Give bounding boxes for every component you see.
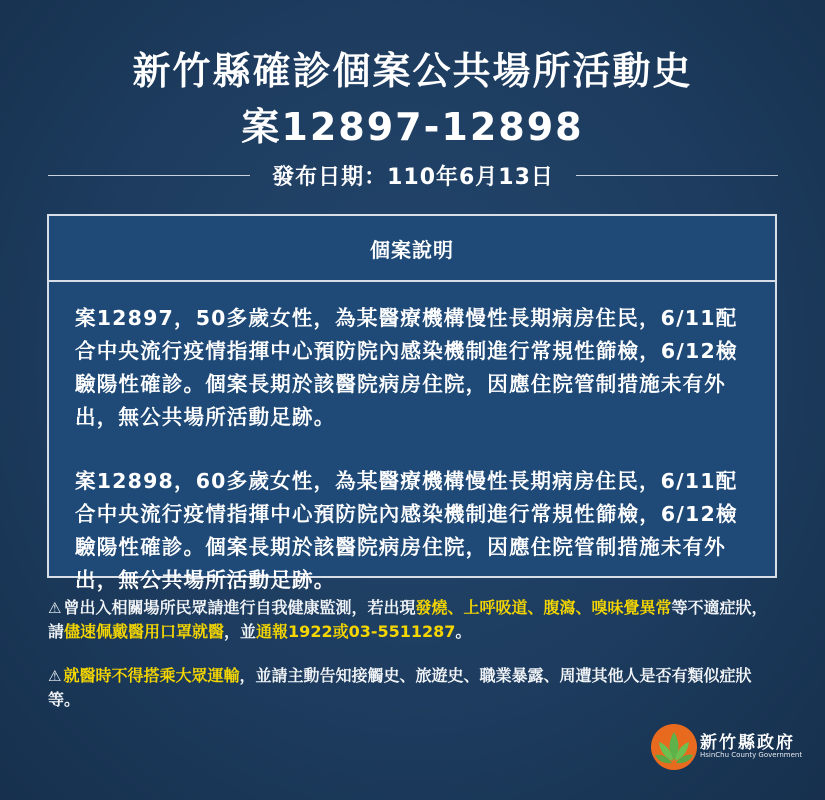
- note1-text-g: 。: [455, 622, 472, 641]
- box-body: [49, 282, 775, 597]
- publish-date-row: [48, 160, 778, 190]
- note2-transport-warning: 就醫時不得搭乘大眾運輸: [63, 666, 240, 685]
- divider-left: [48, 175, 250, 176]
- note2-text-b: ，並請主動告知接觸史、旅遊史、職業暴露、周遭其他人是否有類似症狀等。: [48, 666, 752, 709]
- page-title: 新竹縣確診個案公共場所活動史: [132, 49, 693, 93]
- case-description-box: [47, 214, 777, 592]
- note-transport: [48, 664, 783, 712]
- note1-text-e: ，並: [224, 622, 257, 641]
- notes-section: [48, 596, 783, 732]
- warning-icon: ⚠: [48, 667, 62, 685]
- county-logo: [651, 724, 803, 780]
- note1-hotline: 通報1922或03-5511287: [256, 622, 456, 641]
- box-heading: 個案說明: [49, 216, 775, 282]
- case-text-12898: 案12898，60多歲女性，為某醫療機構慢性長期病房住民，6/11配合中央流行疫情指揮中心預防院內感染機制進行常規性篩檢，6/12檢驗陽性確診。個案長期於該醫院病房住院，因應住院管制措施未有外出，無公共場所活動足跡。: [75, 469, 738, 592]
- note-health-monitoring: [48, 596, 783, 644]
- case-text-12897: 案12897，50多歲女性，為某醫療機構慢性長期病房住民，6/11配合中央流行疫情指揮中心預防院內感染機制進行常規性篩檢，6/12檢驗陽性確診。個案長期於該醫院病房住院，因應住院管制措施未有外出，無公共場所活動足跡。: [75, 306, 738, 429]
- note1-symptoms: 發燒、上呼吸道、腹瀉、嗅味覺異常: [415, 598, 672, 617]
- warning-icon: ⚠: [48, 599, 62, 617]
- note1-text-c: 等不適症狀，請: [48, 598, 768, 641]
- divider-right: [576, 175, 778, 176]
- logo-name-cn: 新竹縣政府: [700, 733, 795, 753]
- note1-text-a: 曾出入相關場所民眾請進行自我健康監測，若出現: [63, 598, 416, 617]
- case-range-title: 案12897-12898: [241, 105, 584, 149]
- note1-mask-advice: 儘速佩戴醫用口罩就醫: [64, 622, 225, 641]
- leaf-emblem-icon: [651, 724, 697, 770]
- publish-date: 發布日期：110年6月13日: [272, 164, 554, 190]
- logo-name-en: HsinChu County Government: [700, 751, 803, 759]
